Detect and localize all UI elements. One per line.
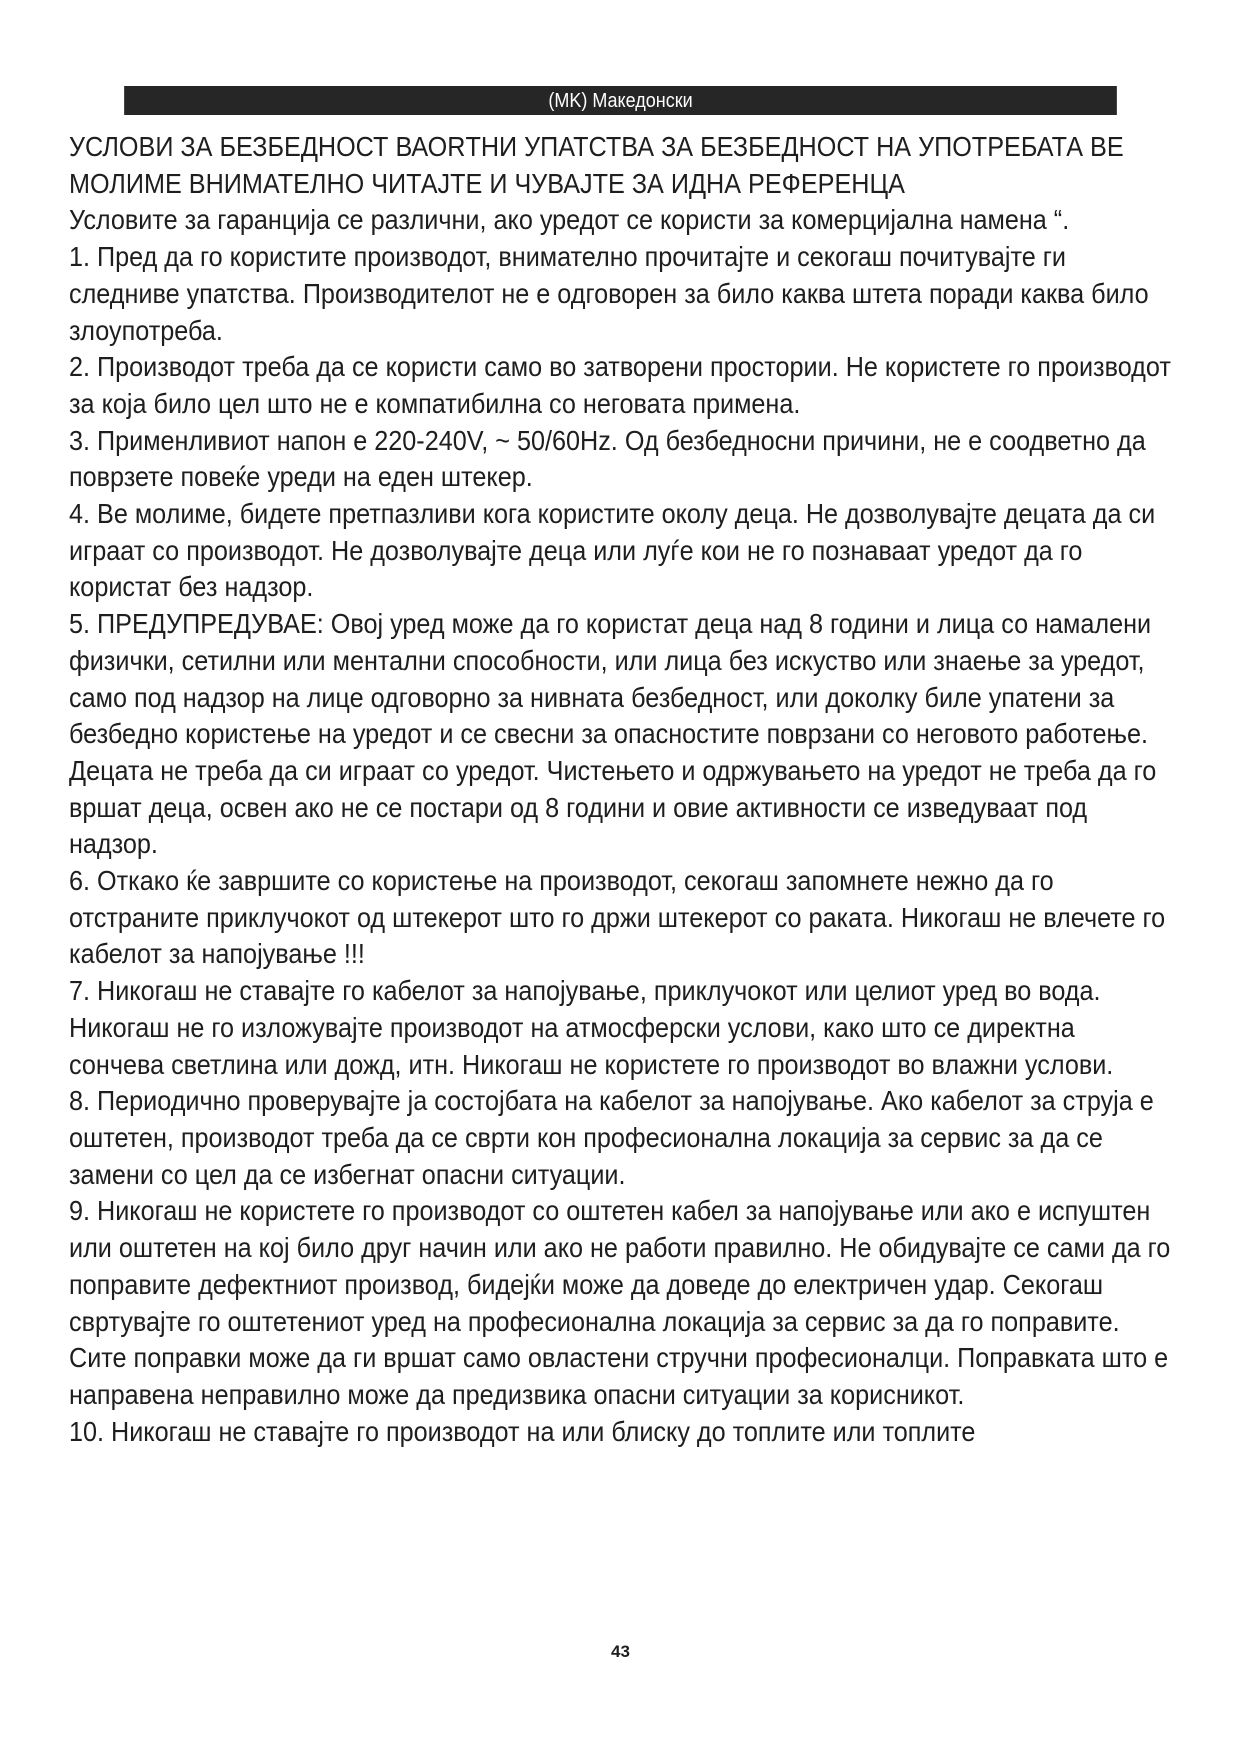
instruction-item-5: 5. ПРЕДУПРЕДУВАЕ: Овој уред може да го користат деца над 8 години и лица со намалени физички, сетилни или ментални способности, или лица без искуство или знаење за уредот, само под надзор на лице одговорно за нивната безбедност, или доколку биле упатени за безбедно користење на уредот и се свесни за опасностите поврзани со неговото работење. Децата не треба да си играат со уредот. Чистењето и одржувањето на уредот не треба да го вршат деца, освен ако не се постари од 8 години и овие активности се изведуваат под надзор. — [69, 608, 1157, 860]
instruction-item-7: 7. Никогаш не ставајте го кабелот за напојување, приклучокот или целиот уред во вода. Никогаш не го изложувајте производот на атмосферски услови, како што се директна сончева светлина или дожд, итн. Никогаш не користете го производот во влажни услови. — [69, 975, 1114, 1080]
instruction-item-3: 3. Применливиот напон е 220-240V, ~ 50/60Hz. Од безбедносни причини, не е соодветно да поврзете повеќе уреди на еден штекер. — [69, 424, 1146, 493]
instruction-item-9: 9. Никогаш не користете го производот со оштетен кабел за напојување или ако е испуштен или оштетен на кој било друг начин или ако не работи правилно. Не обидувајте се сами да го поправите дефектниот производ, бидејќи може да доведе до електричен удар. Секогаш свртувајте го оштетениот уред на професионална локација за сервис за да го поправите. Сите поправки може да ги вршат само овластени стручни професионалци. Поправката што е направена неправилно може да предизвика опасни ситуации за корисникот. — [69, 1195, 1171, 1410]
warranty-note: Условите за гаранција се различни, ако уредот се користи за комерцијална намена “. — [69, 204, 1070, 236]
instruction-item-6: 6. Откако ќе завршите со користење на производот, секогаш запомнете нежно да го отстраните приклучокот од штекерот што го држи штекерот со раката. Никогаш не влечете го кабелот за напојување !!! — [69, 865, 1166, 970]
instruction-item-2: 2. Производот треба да се користи само во затворени простории. Не користете го производот за која било цел што не е компатибилна со неговата примена. — [69, 351, 1171, 419]
page-number: 43 — [611, 1642, 630, 1661]
safety-instructions — [69, 129, 1176, 1450]
instruction-item-1: 1. Пред да го користите производот, внимателно прочитајте и секогаш почитувајте ги следниве упатства. Производителот не е одговорен за било каква штета поради каква било злоупотреба. — [69, 241, 1149, 346]
safety-title: УСЛОВИ ЗА БЕЗБЕДНОСТ ВАОRТНИ УПАТСТВА ЗА БЕЗБЕДНОСТ НА УПОТРЕБАТА ВЕ МОЛИМЕ ВНИМАТЕЛНО ЧИТАЈТЕ И ЧУВАЈТЕ ЗА ИДНА РЕФЕРЕНЦА — [69, 131, 1124, 199]
instruction-item-10: 10. Никогаш не ставајте го производот на или блиску до топлите или топлите — [69, 1415, 976, 1447]
language-header-bar: (MK) Македонски — [124, 86, 1117, 115]
instruction-item-8: 8. Периодично проверувајте ја состојбата на кабелот за напојување. Ако кабелот за струја е оштетен, производот треба да се сврти кон професионална локација за сервис за да се замени со цел да се избегнат опасни ситуации. — [69, 1085, 1154, 1190]
instruction-item-4: 4. Ве молиме, бидете претпазливи кога користите околу деца. Не дозволувајте децата да си играат со производот. Не дозволувајте деца или луѓе кои не го познаваат уредот да го користат без надзор. — [69, 498, 1156, 603]
